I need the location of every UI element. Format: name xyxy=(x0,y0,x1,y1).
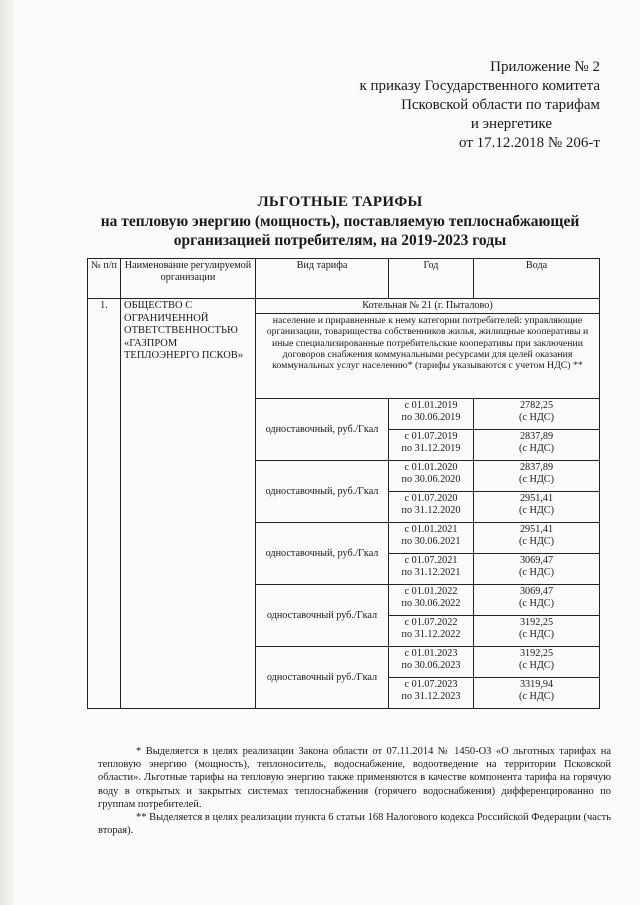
period-to: по 31.12.2022 xyxy=(401,629,461,640)
footnotes xyxy=(98,745,611,837)
period-cell xyxy=(389,616,474,647)
period-cell xyxy=(389,678,474,709)
consumer-category: население и приравненные к нему категории потребителей: управляющие организации, товарищества собственников жилья, жилищные кооперативы и иные специализированные потребительские кооперативы при заключении договоров снабжения коммунальными ресурсами для целей оказания коммунальных услуг населению* (тарифы указываются с учетом НДС) ** xyxy=(256,314,600,399)
appendix-line: Приложение № 2 xyxy=(490,59,600,75)
price-vat: (с НДС) xyxy=(519,536,554,547)
period-to: по 30.06.2020 xyxy=(401,474,461,485)
tariff-type: одноставочный, руб./Гкал xyxy=(256,399,389,461)
price-cell xyxy=(474,585,600,616)
period-to: по 31.12.2021 xyxy=(401,567,461,578)
table-row xyxy=(88,299,600,314)
price-value: 3192,25 xyxy=(519,617,554,628)
period-from: с 01.01.2022 xyxy=(404,586,458,597)
header-num: № п/п xyxy=(88,259,121,299)
period-cell xyxy=(389,585,474,616)
price-vat: (с НДС) xyxy=(519,629,554,640)
price-cell xyxy=(474,492,600,523)
price-cell xyxy=(474,616,600,647)
price-value: 3192,25 xyxy=(519,648,554,659)
period-from: с 01.01.2019 xyxy=(404,400,458,411)
price-cell xyxy=(474,678,600,709)
appendix-header xyxy=(300,58,600,153)
period-cell xyxy=(389,430,474,461)
price-vat: (с НДС) xyxy=(519,660,554,671)
period-from: с 01.07.2020 xyxy=(404,493,458,504)
period-to: по 31.12.2020 xyxy=(401,505,461,516)
price-cell xyxy=(474,647,600,678)
price-cell xyxy=(474,399,600,430)
period-from: с 01.01.2020 xyxy=(404,462,458,473)
period-cell xyxy=(389,523,474,554)
price-value: 3319,94 xyxy=(519,679,554,690)
period-to: по 30.06.2022 xyxy=(401,598,461,609)
period-cell xyxy=(389,461,474,492)
price-value: 3069,47 xyxy=(519,555,554,566)
price-cell xyxy=(474,430,600,461)
boiler-house: Котельная № 21 (г. Пыталово) xyxy=(256,299,600,314)
appendix-line: Псковской области по тарифам xyxy=(401,97,600,113)
price-value: 3069,47 xyxy=(519,586,554,597)
price-value: 2837,89 xyxy=(519,431,554,442)
price-cell xyxy=(474,554,600,585)
period-from: с 01.07.2021 xyxy=(404,555,458,566)
period-from: с 01.01.2021 xyxy=(404,524,458,535)
header-type: Вид тарифа xyxy=(256,259,389,299)
footnote-2: ** Выделяется в целях реализации пункта 6 статьи 168 Налогового кодекса Российской Федерации (часть вторая). xyxy=(98,812,611,837)
table-header-row xyxy=(88,259,600,299)
price-cell xyxy=(474,523,600,554)
period-to: по 30.06.2023 xyxy=(401,660,461,671)
tariff-type: одноставочный, руб./Гкал xyxy=(256,461,389,523)
price-vat: (с НДС) xyxy=(519,567,554,578)
appendix-line: к приказу Государственного комитета xyxy=(359,78,600,94)
price-vat: (с НДС) xyxy=(519,443,554,454)
row-number: 1. xyxy=(88,299,121,709)
period-cell xyxy=(389,399,474,430)
header-water: Вода xyxy=(474,259,600,299)
tariff-table xyxy=(87,258,600,709)
appendix-line: от 17.12.2018 № 206-т xyxy=(459,135,600,151)
period-from: с 01.01.2023 xyxy=(404,648,458,659)
appendix-line: и энергетике xyxy=(470,116,552,132)
period-to: по 31.12.2023 xyxy=(401,691,461,702)
title-line: на тепловую энергию (мощность), поставляемую теплоснабжающей xyxy=(100,213,580,230)
price-cell xyxy=(474,461,600,492)
period-cell xyxy=(389,492,474,523)
footnote-1: * Выделяется в целях реализации Закона области от 07.11.2014 № 1450-ОЗ «О льготных тарифах на тепловую энергию (мощность), теплоноситель, водоснабжение, водоотведение на территории Псковской области». Льготные тарифы на тепловую энергию также применяются в качестве компонента тарифа на горячую воду в открытых и закрытых системах теплоснабжения (горячего водоснабжения) дифференцированно по группам потребителей. xyxy=(98,746,611,810)
price-vat: (с НДС) xyxy=(519,598,554,609)
price-vat: (с НДС) xyxy=(519,691,554,702)
period-from: с 01.07.2023 xyxy=(404,679,458,690)
period-cell xyxy=(389,554,474,585)
price-value: 2951,41 xyxy=(519,493,554,504)
price-vat: (с НДС) xyxy=(519,505,554,516)
header-org: Наименование регулируемой организации xyxy=(121,259,256,299)
title-line: организацией потребителям, на 2019-2023 годы xyxy=(173,232,507,249)
period-from: с 01.07.2019 xyxy=(404,431,458,442)
header-year: Год xyxy=(389,259,474,299)
price-value: 2951,41 xyxy=(519,524,554,535)
period-cell xyxy=(389,647,474,678)
period-to: по 30.06.2021 xyxy=(401,536,461,547)
price-vat: (с НДС) xyxy=(519,412,554,423)
tariff-type: одноставочный руб./Гкал xyxy=(256,585,389,647)
price-value: 2782,25 xyxy=(519,400,554,411)
price-vat: (с НДС) xyxy=(519,474,554,485)
scan-edge xyxy=(0,0,14,905)
price-value: 2837,89 xyxy=(519,462,554,473)
tariff-type: одноставочный, руб./Гкал xyxy=(256,523,389,585)
organization-name: ОБЩЕСТВО С ОГРАНИЧЕННОЙ ОТВЕТСТВЕННОСТЬЮ «ГАЗПРОМ ТЕПЛОЭНЕРГО ПСКОВ» xyxy=(121,299,256,709)
period-to: по 31.12.2019 xyxy=(401,443,461,454)
period-from: с 01.07.2022 xyxy=(404,617,458,628)
title-line: ЛЬГОТНЫЕ ТАРИФЫ xyxy=(257,194,423,210)
document-title xyxy=(60,193,620,250)
period-to: по 30.06.2019 xyxy=(401,412,461,423)
tariff-type: одноставочный руб./Гкал xyxy=(256,647,389,709)
